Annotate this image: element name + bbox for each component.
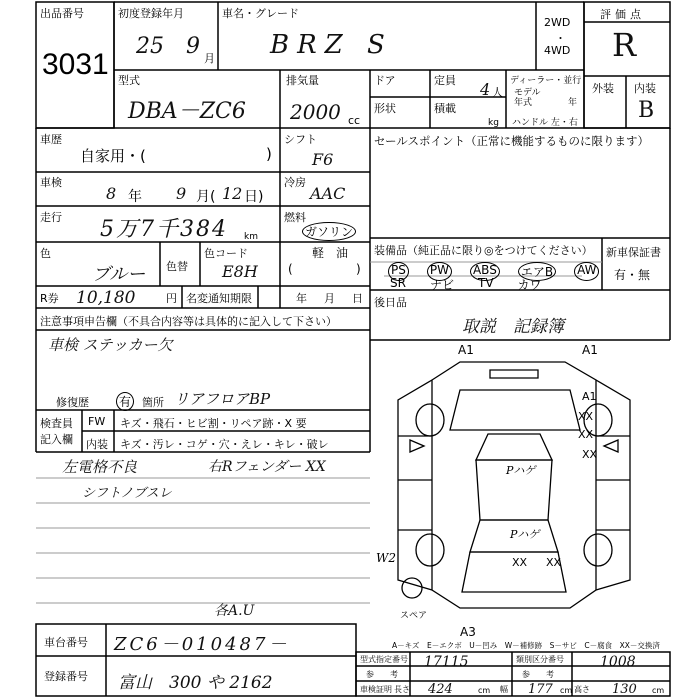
equip-airbag: エアB [518, 262, 556, 281]
name-change-month: 月 [324, 292, 335, 305]
lot-number: 3031 [42, 48, 109, 81]
width-value: 177 [528, 682, 553, 697]
mark-w2-left: W2 [376, 551, 396, 565]
drive-4wd: 4WD [544, 44, 571, 57]
fuel-diesel: 軽 油 [312, 246, 349, 260]
mark-xx-rear-2: XX [546, 556, 562, 569]
equip-ps: PS [388, 262, 409, 281]
first-registration-label: 初度登録年月 [118, 7, 184, 20]
displacement-label: 排気量 [286, 74, 319, 87]
equip-navi: ナビ [429, 278, 454, 292]
mirror-right [604, 440, 618, 452]
recycle-value: 10,180 [76, 288, 136, 308]
capacity-label: 定員 [434, 74, 456, 87]
car-front-grille [490, 370, 538, 378]
car-damage-diagram [370, 340, 670, 640]
inspector-note-1: 左電格不良 [62, 458, 138, 476]
fuel-paren-close: ) [356, 262, 361, 276]
inspector-interior-items: キズ・汚レ・コゲ・穴・えレ・キレ・破レ [120, 438, 329, 451]
ref-label-1: 参 考 [366, 670, 398, 679]
load-label: 積載 [434, 102, 456, 115]
model-grade-label: 車名・グレード [222, 7, 299, 20]
spare-label: スペア [400, 611, 428, 621]
wheel-front-left [416, 404, 444, 436]
registration-value: 富山 300 や 2162 [118, 673, 273, 693]
height-label: 高さ [574, 685, 590, 694]
car-right-side [596, 380, 630, 590]
equip-aw: AW [574, 262, 599, 281]
inspector-fw-label: FW [88, 415, 106, 428]
drive-dot: ・ [555, 32, 566, 45]
name-change-day: 日 [352, 292, 363, 305]
capacity-value: 4 [480, 80, 491, 99]
mark-xx-right-1: XX [578, 410, 594, 423]
ref-label-2: 参 考 [522, 670, 554, 679]
car-body-outline [432, 362, 596, 608]
history-label: 車歴 [40, 133, 62, 146]
history-value: 自家用・( [80, 147, 146, 165]
wheel-rear-right [584, 534, 612, 566]
first-registration-month: 9 [186, 34, 200, 59]
displacement-unit: cc [348, 114, 361, 127]
mirror-left [410, 440, 424, 452]
mark-a3-rear: A3 [460, 625, 476, 639]
color-value: ブルー [92, 264, 146, 285]
recycle-label: R券 [40, 292, 59, 305]
type-value: DBA－ZC6 [128, 99, 246, 124]
length-value: 424 [428, 682, 453, 697]
height-unit: cm [652, 686, 665, 695]
model-grade: BRZ S [270, 30, 393, 60]
warranty-options: 有・無 [614, 268, 651, 282]
equip-abs: ABS [470, 262, 500, 281]
color-label: 色 [40, 247, 51, 260]
class-value: 1008 [600, 654, 636, 670]
shift-label: シフト [284, 133, 317, 146]
car-left-side [398, 380, 432, 590]
mark-xx-right-3: XX [582, 448, 598, 461]
handle-label: ハンドル 左・右 [512, 118, 578, 128]
length-unit: cm [478, 686, 491, 695]
name-change-year: 年 [296, 292, 307, 305]
interior-score: B [638, 98, 655, 123]
equip-pw: PW [427, 262, 452, 281]
equipment-label: 装備品（純正品に限り◎をつけてください） [374, 244, 593, 257]
inspector-interior-label: 内装 [86, 438, 108, 451]
inspector-note-3: シフトノブスレ [82, 486, 172, 501]
equipment-row2 [390, 276, 542, 293]
repair-place-label: 箇所 [142, 396, 164, 409]
notes-label: 注意事項申告欄（不具合内容等は具体的に記入して下さい） [40, 315, 337, 328]
mileage-label: 走行 [40, 211, 62, 224]
equip-leather: カワ [517, 278, 542, 292]
aftermarket-value: 取説 記録簿 [462, 317, 564, 337]
type-cert-value: 17115 [424, 654, 469, 670]
mark-paint-rear: Pハゲ [510, 528, 540, 541]
shift-value: F6 [312, 150, 334, 169]
mileage-unit: km [244, 232, 258, 242]
damage-legend: A－キズ E－エクボ U－凹み W－補修跡 S－サビ C－腐食 XX－交換済 [392, 641, 660, 650]
aftermarket-label: 後日品 [374, 296, 407, 309]
mark-a1-right-fender: A1 [582, 390, 597, 403]
shaken-day-unit: 日) [244, 189, 264, 205]
interior-label: 内装 [634, 82, 656, 95]
height-value: 130 [612, 682, 637, 697]
inspector-fw-items: キズ・飛石・ヒビ割・リペア跡・X 要 [120, 417, 307, 430]
cert-label: 車検証明 [360, 685, 392, 694]
color-code-label: 色コード [204, 247, 248, 260]
shaken-year-unit: 年 [128, 189, 142, 205]
first-registration-year: 25 [136, 34, 164, 59]
car-hood [450, 390, 580, 430]
color-change-label: 色替 [166, 260, 188, 273]
length-label: 長さ [394, 685, 410, 694]
repair-place-value: リアフロアBP [174, 390, 271, 408]
type-cert-label: 型式指定番号 [360, 655, 408, 664]
name-change-label: 名変通知期限 [186, 292, 252, 305]
width-unit: cm [560, 686, 573, 695]
width-label: 幅 [500, 685, 508, 694]
first-registration-month-unit: 月 [204, 52, 215, 65]
lot-number-label: 出品番号 [40, 7, 84, 20]
drive-2wd: 2WD [544, 16, 571, 29]
exterior-label: 外装 [592, 82, 614, 95]
history-close: ) [266, 145, 272, 163]
mileage-value: 5万7千384 [100, 217, 228, 242]
fuel-gasoline: ガソリン [302, 222, 356, 241]
model-year-label: モデル 年式 [514, 88, 541, 108]
color-code-value: E8H [222, 262, 258, 281]
mark-a1-front-left: A1 [458, 343, 474, 357]
load-unit: kg [488, 118, 499, 128]
inspector-label: 検査員 記入欄 [40, 417, 73, 446]
repair-history-label: 修復歴 [56, 396, 89, 409]
mark-a1-front-right: A1 [582, 343, 598, 357]
capacity-unit: 人 [492, 86, 503, 99]
sales-point-label: セールスポイント（正常に機能するものに限ります） [374, 134, 649, 148]
ac-label: 冷房 [284, 176, 306, 189]
inspector-note-2: 右Rフェンダー XX [208, 459, 326, 475]
chassis-value: ZC6－010487－ [114, 634, 290, 655]
shaken-day: 12 [222, 184, 243, 203]
door-label: ドア [374, 74, 396, 87]
repair-history-value: 有 [116, 392, 134, 411]
inspector-note-4: 各A.U [214, 603, 255, 619]
registration-label: 登録番号 [44, 670, 88, 683]
equip-tv: TV [477, 276, 494, 290]
recycle-unit: 円 [166, 292, 177, 305]
fuel-label: 燃料 [284, 211, 306, 224]
dealer-label: ディーラー・並行 [510, 76, 582, 86]
model-year-unit: 年 [568, 98, 578, 108]
ac-value: AAC [310, 184, 346, 203]
type-label: 型式 [118, 74, 140, 87]
shaken-month: 9 [176, 184, 187, 203]
shaken-year: 8 [106, 184, 117, 203]
evaluation-score: R [612, 26, 637, 64]
notes-value: 車検 ステッカー欠 [48, 336, 173, 354]
mark-xx-rear-1: XX [512, 556, 528, 569]
shaken-label: 車検 [40, 176, 62, 189]
evaluation-label: 評価点 [600, 8, 645, 21]
displacement-value: 2000 [290, 100, 341, 124]
wheel-rear-left [416, 534, 444, 566]
mark-paint-roof: Pハゲ [506, 464, 536, 477]
spare-tire [402, 578, 422, 598]
chassis-label: 車台番号 [44, 636, 88, 649]
car-windshield [476, 434, 552, 460]
shaken-month-unit: 月( [196, 189, 216, 205]
class-label: 類別区分番号 [516, 655, 564, 664]
shape-label: 形状 [374, 102, 396, 115]
fuel-paren-open: ( [288, 262, 293, 276]
equip-sr: SR [390, 276, 406, 290]
mark-xx-right-2: XX [578, 428, 594, 441]
warranty-label: 新車保証書 [606, 246, 661, 259]
